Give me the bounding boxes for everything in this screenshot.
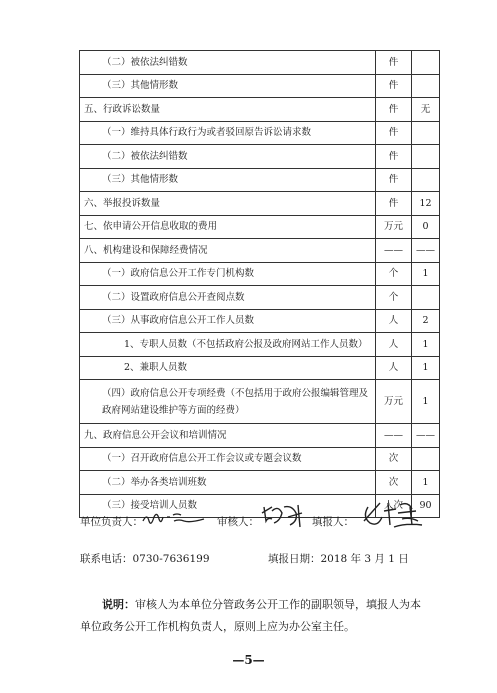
row-value	[412, 145, 440, 169]
row-item-label: （三）从事政府信息公开工作人员数	[80, 309, 376, 333]
row-value: 无	[412, 98, 440, 122]
row-value: ——	[412, 424, 440, 448]
note-paragraph	[80, 594, 425, 638]
row-unit: ——	[376, 239, 412, 263]
row-value: 1	[412, 262, 440, 286]
row-unit: 件	[376, 121, 412, 145]
table-row	[80, 215, 440, 239]
page-number: —5—	[232, 653, 265, 667]
table-row	[80, 356, 440, 380]
row-unit: 人次	[376, 494, 412, 518]
row-value: 12	[412, 192, 440, 216]
row-item-label: （二）被依法纠错数	[80, 145, 376, 169]
row-item-label: （一）召开政府信息公开工作会议或专题会议数	[80, 447, 376, 471]
row-item-label: 五、行政诉讼数量	[80, 98, 376, 122]
row-item-label: （一）政府信息公开工作专门机构数	[80, 262, 376, 286]
row-unit: 人	[376, 309, 412, 333]
row-unit: 万元	[376, 380, 412, 424]
row-value: 90	[412, 494, 440, 518]
row-unit: 万元	[376, 215, 412, 239]
phone-label: 联系电话：	[80, 553, 133, 565]
row-unit: 件	[376, 51, 412, 75]
signature-line	[80, 505, 440, 535]
note-text: 审核人为本单位分管政务公开工作的副职领导，填报人为本单位政务公开工作机构负责人，原则上应为办公室主任。	[80, 598, 421, 633]
row-unit: 次	[376, 471, 412, 495]
row-item-label: （四）政府信息公开专项经费（不包括用于政府公报编辑管理及政府网站建设维护等方面的经费）	[80, 380, 376, 424]
row-item-label: （二）被依法纠错数	[80, 51, 376, 75]
row-value: 2	[412, 309, 440, 333]
fill-date	[268, 551, 409, 566]
table-row	[80, 168, 440, 192]
row-unit: 件	[376, 145, 412, 169]
row-item-label: 九、政府信息公开会议和培训情况	[80, 424, 376, 448]
table-row	[80, 286, 440, 310]
table-row	[80, 262, 440, 286]
row-value: 1	[412, 380, 440, 424]
date-value: 2018 年 3 月 1 日	[320, 553, 409, 565]
row-unit: 个	[376, 262, 412, 286]
table-row	[80, 98, 440, 122]
row-item-label: 六、举报投诉数量	[80, 192, 376, 216]
table-row	[80, 471, 440, 495]
row-item-label: （三）其他情形数	[80, 74, 376, 98]
row-value: 0	[412, 215, 440, 239]
row-value	[412, 168, 440, 192]
table-row	[80, 192, 440, 216]
row-item-label: （三）其他情形数	[80, 168, 376, 192]
table-row	[80, 333, 440, 357]
table-row	[80, 121, 440, 145]
row-item-label: （三）接受培训人员数	[80, 494, 376, 518]
table-row	[80, 447, 440, 471]
row-item-label: （一）维持具体行政行为或者驳回原告诉讼请求数	[80, 121, 376, 145]
row-item-label: 2、兼职人员数	[80, 356, 376, 380]
row-unit: 次	[376, 447, 412, 471]
reviewer-label: 审核人：	[217, 516, 259, 528]
row-item-label: 1、专职人员数（不包括政府公报及政府网站工作人员数）	[80, 333, 376, 357]
table-row	[80, 74, 440, 98]
unit-head-signature	[140, 507, 208, 529]
table-row	[80, 309, 440, 333]
note-label: 说明：	[102, 598, 135, 611]
row-value	[412, 447, 440, 471]
table-row	[80, 239, 440, 263]
row-value	[412, 286, 440, 310]
table-row	[80, 145, 440, 169]
row-unit: ——	[376, 424, 412, 448]
contact-phone	[80, 551, 210, 566]
table-row	[80, 51, 440, 75]
filler-label: 填报人：	[312, 516, 354, 528]
row-unit: 人	[376, 333, 412, 357]
row-value: 1	[412, 333, 440, 357]
row-item-label: 七、依申请公开信息收取的费用	[80, 215, 376, 239]
row-value	[412, 74, 440, 98]
row-unit: 件	[376, 74, 412, 98]
row-value: 1	[412, 356, 440, 380]
statistics-table-body	[80, 51, 440, 518]
row-item-label: 八、机构建设和保障经费情况	[80, 239, 376, 263]
row-value	[412, 51, 440, 75]
filler-signature	[360, 497, 430, 533]
row-value: ——	[412, 239, 440, 263]
unit-head-label: 单位负责人：	[80, 516, 143, 528]
table-row	[80, 380, 440, 424]
row-unit: 件	[376, 168, 412, 192]
row-unit: 件	[376, 98, 412, 122]
date-label: 填报日期：	[268, 553, 321, 565]
row-unit: 件	[376, 192, 412, 216]
row-item-label: （二）举办各类培训班数	[80, 471, 376, 495]
row-item-label: （二）设置政府信息公开查阅点数	[80, 286, 376, 310]
row-unit: 个	[376, 286, 412, 310]
row-value: 1	[412, 471, 440, 495]
statistics-table	[79, 50, 440, 518]
phone-value: 0730-7636199	[132, 553, 210, 565]
table-row	[80, 424, 440, 448]
reviewer-signature	[258, 501, 308, 531]
row-value	[412, 121, 440, 145]
row-unit: 人	[376, 356, 412, 380]
